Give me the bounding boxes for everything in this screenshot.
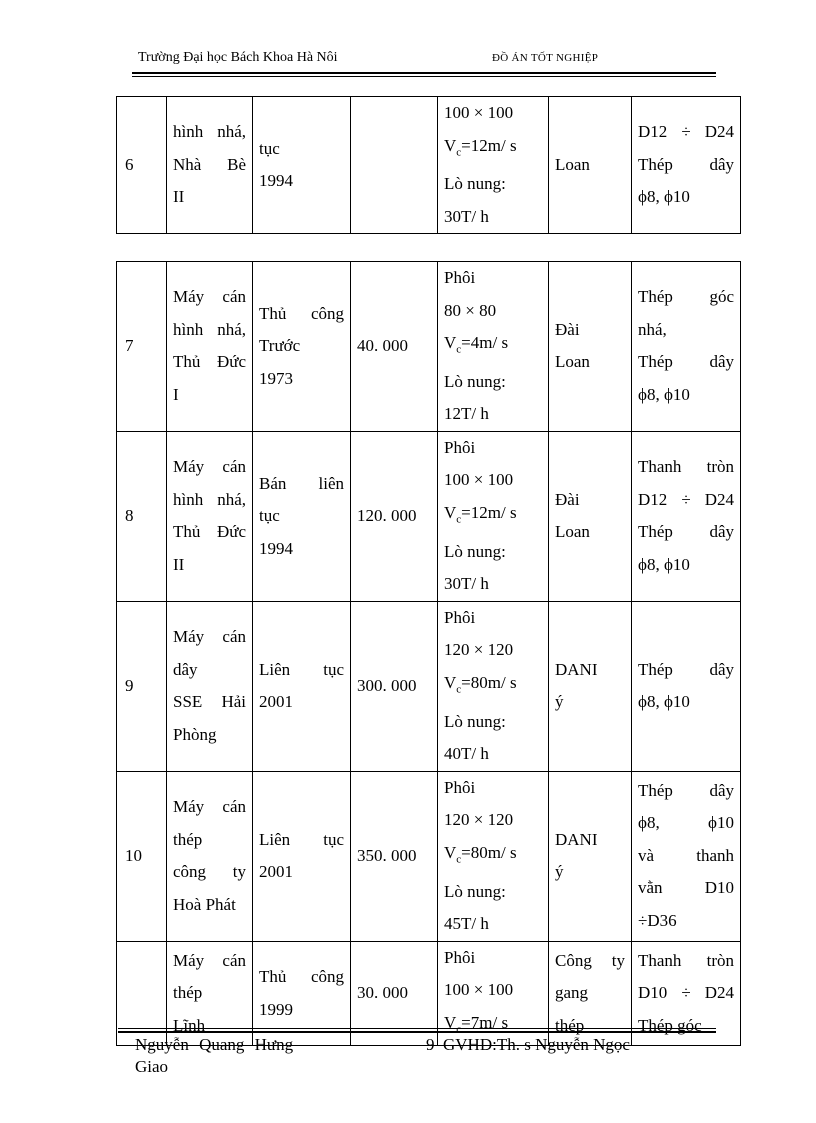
cell-no: 8 bbox=[117, 431, 167, 601]
cell-billet-line: 40T/ h bbox=[444, 744, 489, 764]
cell-product-line: Thép dây bbox=[638, 780, 734, 800]
cell-name-line: Máy cán bbox=[173, 627, 246, 647]
cell-product bbox=[632, 431, 741, 601]
cell-name-line: Máy cán bbox=[173, 950, 246, 970]
cell-no: 6 bbox=[117, 97, 167, 234]
cell-billet-line: $V_c=80m/$ s bbox=[444, 672, 517, 696]
cell-billet-line: 30T/ h bbox=[444, 574, 489, 594]
cell-billet-line: Phôi bbox=[444, 268, 476, 287]
cell-type bbox=[253, 601, 351, 771]
cell-billet-line: 80 × 80 bbox=[444, 300, 497, 320]
cell-billet-line: Phôi bbox=[444, 777, 476, 797]
cell-origin-line: Đài bbox=[555, 489, 580, 509]
cell-type-line: Liên tục bbox=[259, 659, 344, 679]
table-row bbox=[117, 601, 741, 771]
cell-billet-line: 120 × 120 bbox=[444, 810, 514, 830]
mill-table bbox=[116, 261, 741, 1046]
header-rule-thick bbox=[132, 72, 716, 74]
cell-name-line: hình nhá, bbox=[173, 489, 246, 509]
cell-billet-line: 12T/ h bbox=[444, 404, 489, 424]
cell-capacity: 40. 000 bbox=[351, 262, 438, 432]
cell-name-line: I bbox=[173, 384, 179, 404]
cell-name-line: II bbox=[173, 554, 185, 574]
cell-billet bbox=[438, 431, 549, 601]
cell-name-line: thép bbox=[173, 829, 203, 849]
cell-billet-line: 45T/ h bbox=[444, 914, 489, 934]
cell-name-line: hình nhá, bbox=[173, 319, 246, 339]
cell-product bbox=[632, 771, 741, 941]
cell-product bbox=[632, 262, 741, 432]
cell-product-line: Thép góc bbox=[638, 287, 734, 307]
cell-origin bbox=[549, 601, 632, 771]
cell-origin-line: gang bbox=[555, 983, 589, 1003]
cell-product-line: ϕ8, ϕ10 bbox=[638, 692, 690, 712]
cell-billet-line: Phôi bbox=[444, 437, 476, 457]
cell-origin bbox=[549, 97, 632, 234]
cell-capacity bbox=[351, 97, 438, 234]
cell-name-line: Máy cán bbox=[173, 457, 246, 477]
cell-billet-line: $V_c=80m/$ s bbox=[444, 842, 517, 866]
cell-type-line: Thủ công bbox=[259, 303, 344, 323]
cell-billet-line: 30T/ h bbox=[444, 206, 489, 226]
cell-capacity: 350. 000 bbox=[351, 771, 438, 941]
cell-billet-line: Phôi bbox=[444, 947, 476, 967]
cell-product-line: Thép dây bbox=[638, 522, 734, 542]
cell-product-line: ϕ8, ϕ10 bbox=[638, 813, 734, 833]
cell-type bbox=[253, 431, 351, 601]
cell-billet-line: Phôi bbox=[444, 607, 476, 627]
cell-billet bbox=[438, 97, 549, 234]
continued-table bbox=[116, 96, 741, 234]
cell-origin-line: Đài bbox=[555, 319, 580, 339]
table-row bbox=[117, 262, 741, 432]
cell-name-line: dây bbox=[173, 659, 198, 679]
cell-no: 9 bbox=[117, 601, 167, 771]
cell-product-line: vằn D10 bbox=[638, 878, 734, 898]
cell-name-line: Máy cán bbox=[173, 287, 246, 307]
cell-origin bbox=[549, 262, 632, 432]
cell-name-line: Hoà Phát bbox=[173, 894, 236, 914]
cell-product-line: Thanh tròn bbox=[638, 950, 734, 970]
cell-product-line: và thanh bbox=[638, 845, 734, 865]
cell-origin-line: ý bbox=[555, 862, 564, 882]
cell-type-line: Bán liên bbox=[259, 473, 344, 493]
cell-billet-line: $V_c=7m/$ s bbox=[444, 1012, 509, 1035]
cell-product bbox=[632, 97, 741, 234]
cell-billet bbox=[438, 262, 549, 432]
cell-billet-line: Lò nung: bbox=[444, 541, 506, 561]
footer-rule-thin bbox=[118, 1028, 716, 1029]
cell-origin-line: Loan bbox=[555, 154, 590, 174]
header-school: Trường Đại học Bách Khoa Hà Nôi bbox=[138, 50, 338, 65]
cell-billet-line: Lò nung: bbox=[444, 371, 506, 391]
cell-name bbox=[167, 97, 253, 234]
footer-author: Nguyễn Quang Hưng bbox=[135, 1035, 294, 1054]
cell-billet-line: $V_c=12m/$ s bbox=[444, 135, 517, 158]
cell-no: 7 bbox=[117, 262, 167, 432]
cell-billet-line: Lò nung: bbox=[444, 174, 506, 194]
cell-type-line: 1994 bbox=[259, 538, 293, 558]
cell-billet bbox=[438, 601, 549, 771]
cell-product-line: D12 ÷ D24 bbox=[638, 489, 734, 509]
cell-capacity: 300. 000 bbox=[351, 601, 438, 771]
cell-billet-line: 120 × 120 bbox=[444, 640, 514, 660]
cell-origin-line: ý bbox=[555, 692, 564, 712]
cell-name-line: Thủ Đức bbox=[173, 352, 246, 372]
cell-name bbox=[167, 262, 253, 432]
cell-product-line: ϕ8, ϕ10 bbox=[638, 187, 690, 207]
cell-origin-line: Loan bbox=[555, 352, 590, 372]
cell-capacity: 120. 000 bbox=[351, 431, 438, 601]
cell-billet-line: 100 × 100 bbox=[444, 980, 514, 1000]
cell-product-line: Thép góc bbox=[638, 1015, 702, 1035]
cell-product-line: Thép dây bbox=[638, 154, 734, 174]
cell-origin-line: thép bbox=[555, 1015, 585, 1035]
cell-product-line: ϕ8, ϕ10 bbox=[638, 384, 690, 404]
footer-rule-thick bbox=[118, 1031, 716, 1033]
cell-billet-line: $V_c=12m/$ s bbox=[444, 502, 517, 526]
cell-product-line: D10 ÷ D24 bbox=[638, 983, 734, 1003]
cell-origin-line: Công ty bbox=[555, 950, 625, 970]
cell-name bbox=[167, 431, 253, 601]
table-row bbox=[117, 97, 741, 234]
header-rule-thin bbox=[132, 76, 716, 77]
cell-name-line: thép bbox=[173, 983, 203, 1003]
page-number: 9 bbox=[426, 1035, 435, 1054]
cell-product bbox=[632, 601, 741, 771]
cell-billet-line: 100 × 100 bbox=[444, 470, 514, 490]
cell-name-line: Thủ Đức bbox=[173, 522, 246, 542]
cell-type-line: 2001 bbox=[259, 692, 293, 712]
cell-type-line: tục bbox=[259, 138, 280, 158]
cell-origin bbox=[549, 771, 632, 941]
table-row bbox=[117, 771, 741, 941]
cell-type-line: 1973 bbox=[259, 368, 293, 388]
cell-product-line: nhá, bbox=[638, 319, 667, 339]
cell-product-line: D12 ÷ D24 bbox=[638, 122, 734, 142]
cell-type-line: tục bbox=[259, 506, 280, 526]
cell-name-line: Máy cán bbox=[173, 797, 246, 817]
cell-type-line: 1994 bbox=[259, 171, 293, 191]
cell-billet-line: $V_c=4m/$ s bbox=[444, 333, 509, 356]
cell-origin-line: Loan bbox=[555, 522, 590, 542]
cell-product-line: Thanh tròn bbox=[638, 457, 734, 477]
cell-product-line: ÷D36 bbox=[638, 910, 677, 930]
cell-product-line: ϕ8, ϕ10 bbox=[638, 554, 690, 574]
cell-product-line: Thép dây bbox=[638, 659, 734, 679]
cell-name-line: II bbox=[173, 187, 185, 207]
cell-type-line: 1999 bbox=[259, 999, 293, 1019]
cell-type bbox=[253, 262, 351, 432]
cell-product-line: Thép dây bbox=[638, 352, 734, 372]
cell-origin bbox=[549, 431, 632, 601]
cell-type bbox=[253, 771, 351, 941]
cell-type-line: Trước bbox=[259, 336, 301, 356]
cell-name-line: Lĩnh bbox=[173, 1015, 206, 1035]
footer-advisor: GVHD:Th. s Nguyễn Ngọc bbox=[443, 1035, 630, 1054]
cell-name bbox=[167, 601, 253, 771]
cell-name-line: SSE Hải bbox=[173, 692, 246, 712]
cell-name-line: công ty bbox=[173, 862, 246, 882]
cell-type bbox=[253, 97, 351, 234]
cell-billet-line: Lò nung: bbox=[444, 881, 506, 901]
cell-origin-line: DANI bbox=[555, 829, 598, 849]
cell-type-line: Thủ công bbox=[259, 967, 344, 986]
cell-billet bbox=[438, 771, 549, 941]
table-row bbox=[117, 431, 741, 601]
cell-capacity: 30. 000 bbox=[351, 941, 438, 1046]
cell-billet-line: Lò nung: bbox=[444, 711, 506, 731]
cell-type-line: 2001 bbox=[259, 862, 293, 882]
cell-name bbox=[167, 771, 253, 941]
cell-billet-line: 100 × 100 bbox=[444, 103, 514, 122]
cell-name-line: hình nhá, bbox=[173, 122, 246, 142]
header-doc-type: ĐỒ ÁN TỐT NGHIỆP bbox=[492, 52, 599, 64]
footer-advisor-cont: Giao bbox=[135, 1057, 169, 1076]
cell-no: 10 bbox=[117, 771, 167, 941]
cell-type-line: Liên tục bbox=[259, 829, 344, 849]
cell-name-line: Phòng bbox=[173, 724, 217, 744]
cell-name-line: Nhà Bè bbox=[173, 154, 246, 174]
cell-origin-line: DANI bbox=[555, 659, 598, 679]
